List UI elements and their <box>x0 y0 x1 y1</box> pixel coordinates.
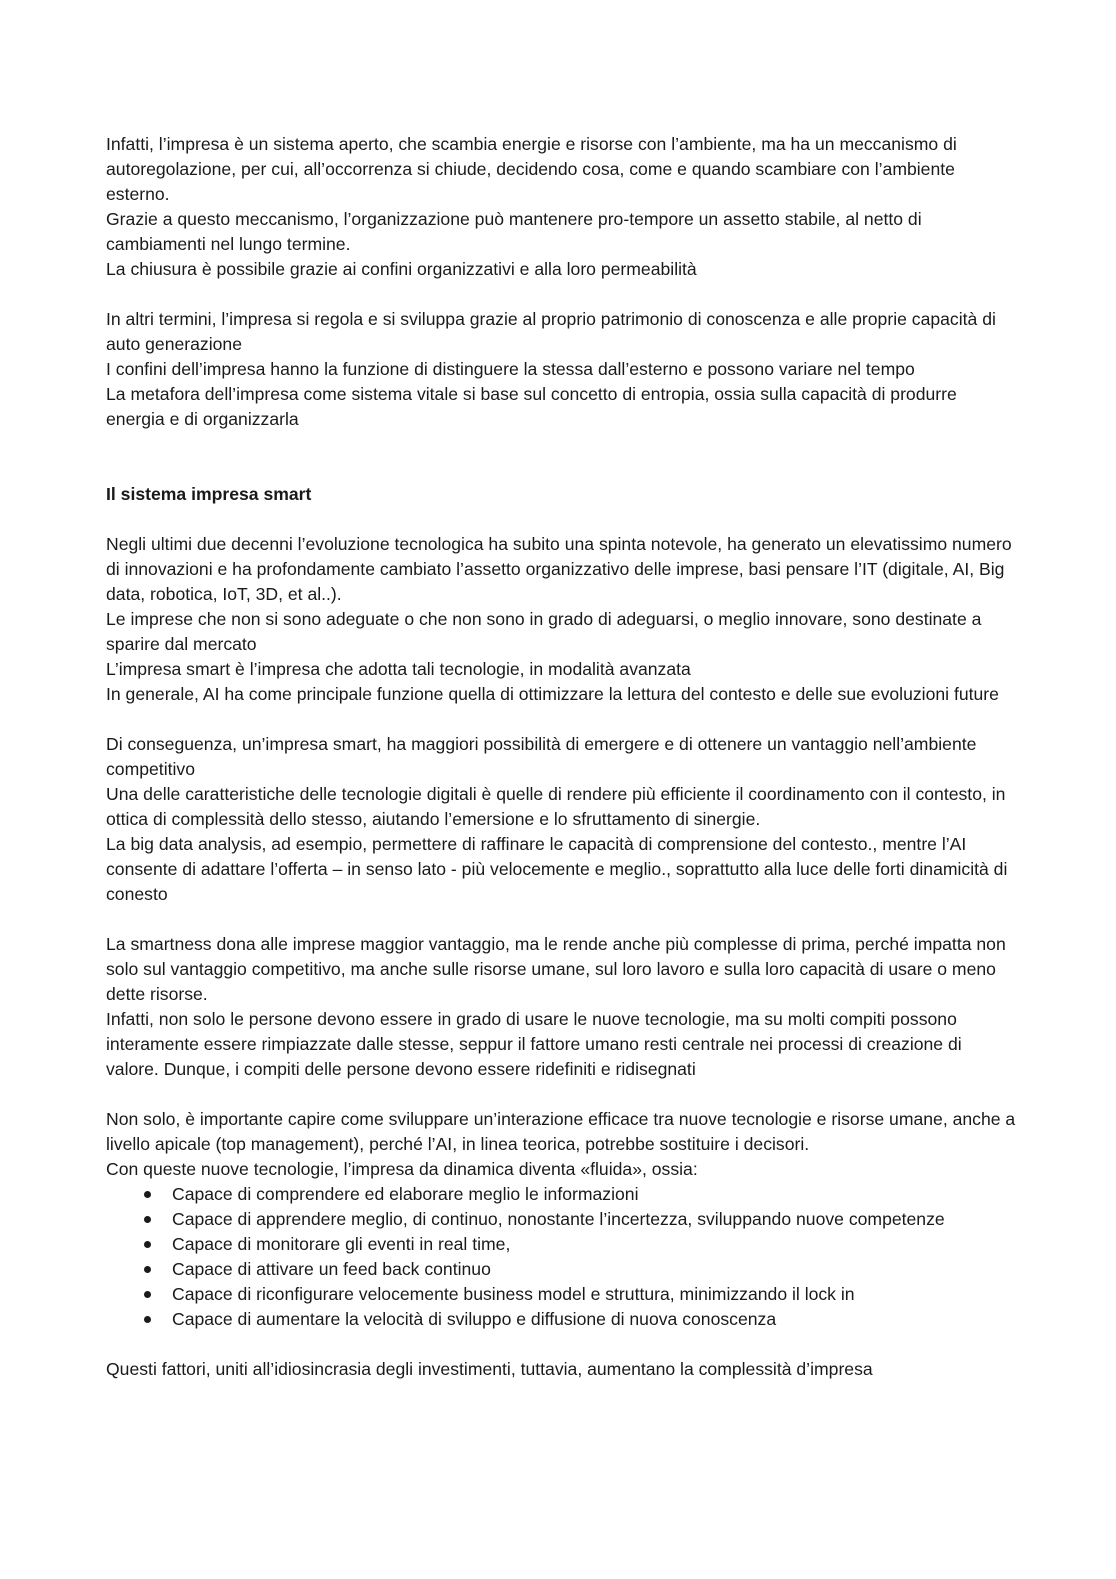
paragraph: Di conseguenza, un’impresa smart, ha maggiori possibilità di emergere e di ottenere un vantaggio nell’ambiente competitivo <box>106 734 977 779</box>
list-item <box>106 1282 1016 1307</box>
paragraph: Infatti, non solo le persone devono essere in grado di usare le nuove tecnologie, ma su molti compiti possono interamente essere rimpiazzate dalle stesse, seppur il fattore umano resti centrale nei processi di creazione di valore. Dunque, i compiti delle persone devono essere ridefiniti e ridisegnati <box>106 1009 962 1079</box>
paragraph: I confini dell’impresa hanno la funzione di distinguere la stessa dall’esterno e possono variare nel tempo <box>106 359 915 379</box>
paragraph: Una delle caratteristiche delle tecnologie digitali è quelle di rendere più efficiente il coordinamento con il contesto, in ottica di complessità dello stesso, aiutando l’emersione e lo sfruttamento di sinergie. <box>106 784 1006 829</box>
list-item-text: Capace di riconfigurare velocemente business model e struttura, minimizzando il lock in <box>172 1284 855 1304</box>
paragraph: Le imprese che non si sono adeguate o che non sono in grado di adeguarsi, o meglio innovare, sono destinate a sparire dal mercato <box>106 609 982 654</box>
list-item-text: Capace di attivare un feed back continuo <box>172 1259 491 1279</box>
paragraph: La chiusura è possibile grazie ai confini organizzativi e alla loro permeabilità <box>106 259 697 279</box>
paragraph: La smartness dona alle imprese maggior vantaggio, ma le rende anche più complesse di prima, perché impatta non solo sul vantaggio competitivo, ma anche sulle risorse umane, sul loro lavoro e sulla loro capacità di usare o meno dette risorse. <box>106 934 1006 1004</box>
paragraph: Questi fattori, uniti all’idiosincrasia degli investimenti, tuttavia, aumentano la complessità d’impresa <box>106 1359 873 1379</box>
spacer <box>106 507 1016 532</box>
bullet-icon <box>144 1266 151 1273</box>
spacer <box>106 707 1016 732</box>
section-heading: Il sistema impresa smart <box>106 484 312 504</box>
bullet-icon <box>144 1291 151 1298</box>
list-item <box>106 1182 1016 1207</box>
document-body <box>106 132 1016 1382</box>
paragraph: Negli ultimi due decenni l’evoluzione tecnologica ha subito una spinta notevole, ha generato un elevatissimo numero di innovazioni e ha profondamente cambiato l’assetto organizzativo delle imprese, basi pensare l’IT (digitale, AI, Big data, robotica, IoT, 3D, et al..). <box>106 534 1012 604</box>
bullet-icon <box>144 1241 151 1248</box>
paragraph: La metafora dell’impresa come sistema vitale si base sul concetto di entropia, ossia sulla capacità di produrre energia e di organizzarla <box>106 384 957 429</box>
paragraph: In generale, AI ha come principale funzione quella di ottimizzare la lettura del contesto e delle sue evoluzioni future <box>106 684 999 704</box>
spacer <box>106 1082 1016 1107</box>
list-item-text: Capace di monitorare gli eventi in real time, <box>172 1234 511 1254</box>
paragraph: Grazie a questo meccanismo, l’organizzazione può mantenere pro-tempore un assetto stabile, al netto di cambiamenti nel lungo termine. <box>106 209 922 254</box>
spacer <box>106 1332 1016 1357</box>
spacer <box>106 432 1016 482</box>
paragraph: Infatti, l’impresa è un sistema aperto, che scambia energie e risorse con l’ambiente, ma ha un meccanismo di autoregolazione, per cui, all’occorrenza si chiude, decidendo cosa, come e quando scambiare con l’ambiente esterno. <box>106 134 957 204</box>
spacer <box>106 907 1016 932</box>
bullet-icon <box>144 1316 151 1323</box>
spacer <box>106 282 1016 307</box>
bullet-icon <box>144 1191 151 1198</box>
paragraph: Con queste nuove tecnologie, l’impresa da dinamica diventa «fluida», ossia: <box>106 1159 698 1179</box>
list-item-text: Capace di apprendere meglio, di continuo, nonostante l’incertezza, sviluppando nuove competenze <box>172 1209 945 1229</box>
paragraph: Non solo, è importante capire come sviluppare un’interazione efficace tra nuove tecnologie e risorse umane, anche a livello apicale (top management), perché l’AI, in linea teorica, potrebbe sostituire i decisori. <box>106 1109 1016 1154</box>
paragraph: La big data analysis, ad esempio, permettere di raffinare le capacità di comprensione del contesto., mentre l’AI consente di adattare l’offerta – in senso lato - più velocemente e meglio., soprattutto alla luce delle forti dinamicità di conesto <box>106 834 1008 904</box>
list-item <box>106 1257 1016 1282</box>
paragraph: In altri termini, l’impresa si regola e si sviluppa grazie al proprio patrimonio di conoscenza e alle proprie capacità di auto generazione <box>106 309 996 354</box>
bullet-list <box>106 1182 1016 1332</box>
list-item <box>106 1307 1016 1332</box>
list-item-text: Capace di aumentare la velocità di sviluppo e diffusione di nuova conoscenza <box>172 1309 777 1329</box>
bullet-icon <box>144 1216 151 1223</box>
list-item <box>106 1207 1016 1232</box>
paragraph: L’impresa smart è l’impresa che adotta tali tecnologie, in modalità avanzata <box>106 659 691 679</box>
list-item <box>106 1232 1016 1257</box>
list-item-text: Capace di comprendere ed elaborare meglio le informazioni <box>172 1184 639 1204</box>
